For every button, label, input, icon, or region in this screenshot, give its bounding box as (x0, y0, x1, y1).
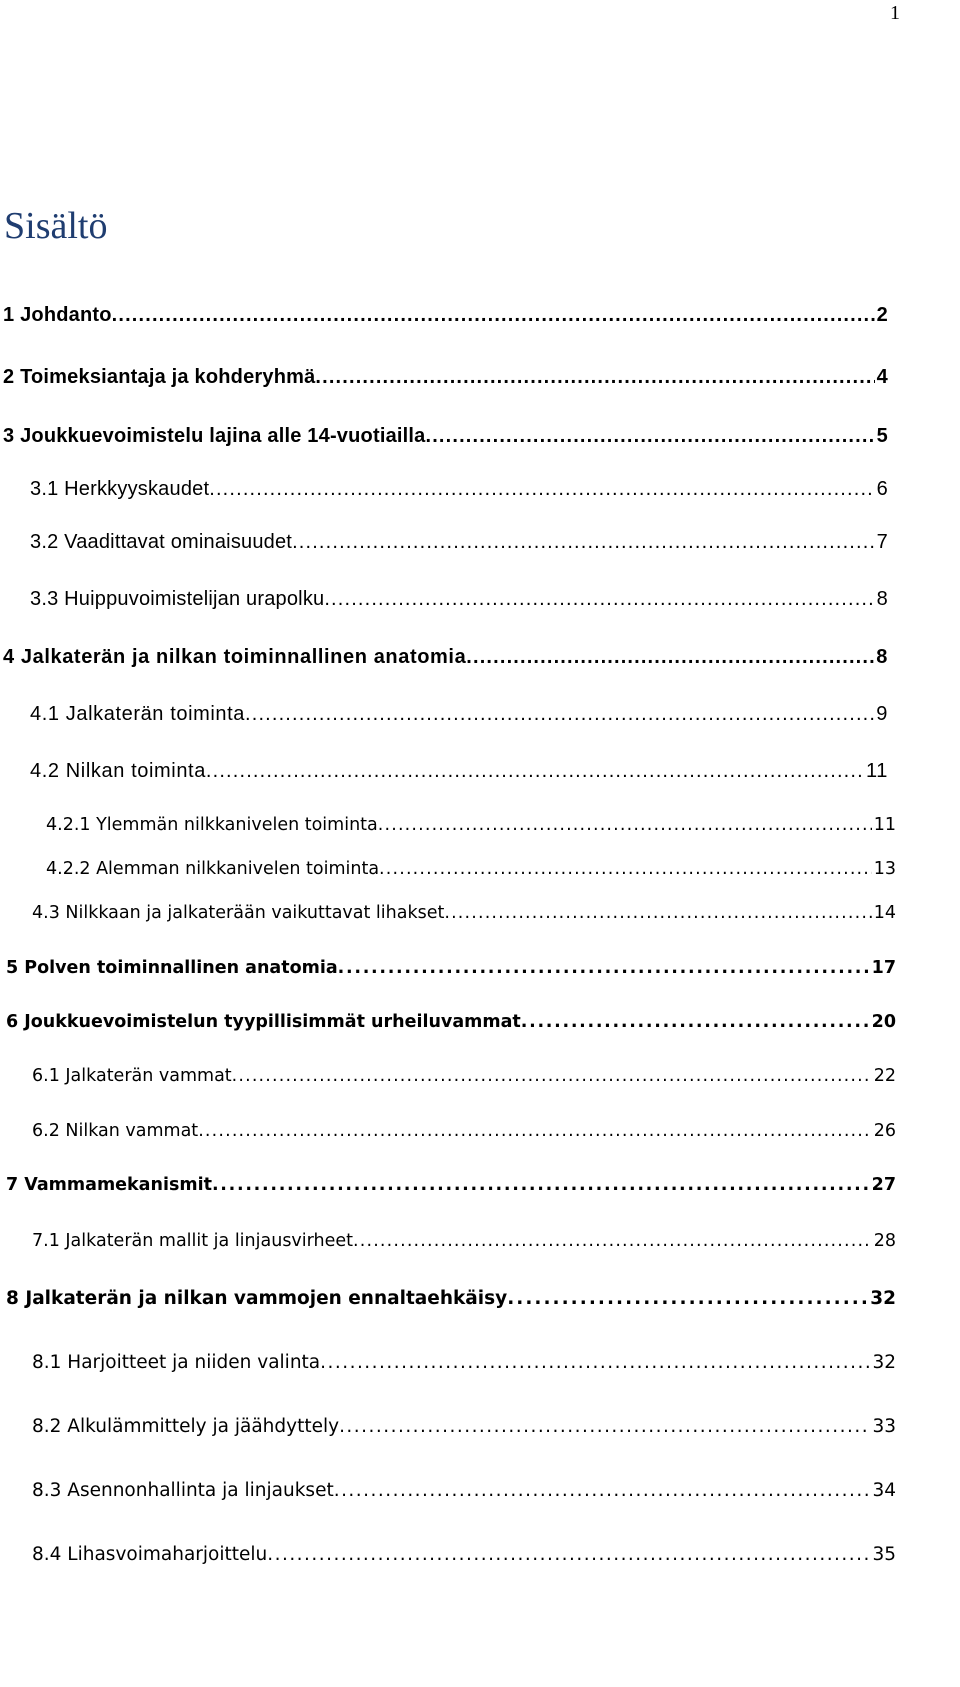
toc-entry[interactable] (0, 1544, 896, 1574)
dot-leader (379, 859, 872, 879)
toc-entry[interactable] (0, 1352, 896, 1382)
toc-entry[interactable] (0, 1175, 896, 1205)
toc-entry-page: 32 (872, 1352, 896, 1373)
toc-entry-page: 27 (871, 1175, 896, 1195)
dot-leader (353, 1231, 872, 1251)
toc-entry-label: 6.2 Nilkan vammat (32, 1121, 199, 1141)
toc-entry-page: 35 (872, 1544, 896, 1565)
dot-leader (521, 1012, 870, 1032)
dot-leader (209, 478, 874, 501)
toc-entry-page: 7 (876, 531, 888, 553)
toc-entry-page: 5 (876, 425, 888, 447)
dot-leader (292, 531, 875, 554)
toc-entry-label: 3.3 Huippuvoimistelijan urapolku (30, 588, 325, 610)
toc-entry[interactable] (0, 815, 896, 845)
toc-entry-label: 4.2.2 Alemman nilkkanivelen toiminta (46, 859, 380, 879)
toc-entry-page: 13 (873, 859, 896, 879)
toc-entry-page: 2 (876, 304, 888, 326)
toc-entry[interactable] (0, 304, 888, 334)
toc-entry-label: 6.1 Jalkaterän vammat (32, 1066, 232, 1086)
toc-entry[interactable] (0, 425, 888, 455)
toc-entry[interactable] (0, 1121, 896, 1151)
toc-entry[interactable] (0, 859, 896, 889)
toc-entry-page: 34 (872, 1480, 896, 1501)
dot-leader (507, 1288, 868, 1309)
dot-leader (320, 1352, 870, 1373)
toc-entry-label: 7 Vammamekanismit (6, 1175, 212, 1195)
dot-leader (324, 588, 874, 611)
toc-entry-label: 2 Toimeksiantaja ja kohderyhmä (3, 366, 316, 388)
dot-leader (338, 958, 870, 978)
toc-entry-page: 8 (876, 588, 888, 610)
toc-entry[interactable] (0, 1012, 896, 1042)
toc-entry-page: 4 (876, 366, 888, 388)
toc-entry[interactable] (0, 1416, 896, 1446)
toc-entry-label: 3 Joukkuevoimistelu lajina alle 14-vuotiailla (3, 425, 426, 447)
dot-leader (339, 1416, 870, 1437)
toc-entry-page: 20 (871, 1012, 896, 1032)
dot-leader (466, 646, 874, 669)
dot-leader (245, 703, 874, 726)
toc-entry-label: 8.3 Asennonhallinta ja linjaukset (32, 1480, 334, 1501)
toc-entry[interactable] (0, 903, 896, 933)
toc-entry[interactable] (0, 1231, 896, 1261)
toc-entry-label: 7.1 Jalkaterän mallit ja linjausvirheet (32, 1231, 354, 1251)
toc-entry-page: 11 (873, 815, 896, 835)
toc-entry-label: 4.2.1 Ylemmän nilkkanivelen toiminta (46, 815, 378, 835)
toc-entry[interactable] (0, 1066, 896, 1096)
dot-leader (112, 304, 875, 327)
toc-entry-label: 8.2 Alkulämmittely ja jäähdyttely (32, 1416, 340, 1437)
toc-entry-page: 6 (876, 478, 888, 500)
toc-entry-page: 11 (866, 760, 888, 782)
toc-entry[interactable] (0, 646, 888, 676)
page-number: 1 (890, 2, 900, 24)
toc-entry[interactable] (0, 1480, 896, 1510)
toc-entry-page: 9 (876, 703, 888, 725)
toc-entry-label: 8.4 Lihasvoimaharjoittelu (32, 1544, 268, 1565)
toc-entry-label: 8.1 Harjoitteet ja niiden valinta (32, 1352, 321, 1373)
toc-entry[interactable] (0, 531, 888, 561)
toc-entry[interactable] (0, 760, 888, 790)
dot-leader (334, 1480, 871, 1501)
toc-entry-label: 1 Johdanto (3, 304, 112, 326)
dot-leader (198, 1121, 872, 1141)
dot-leader (315, 366, 874, 389)
toc-entry-label: 5 Polven toiminnallinen anatomia (6, 958, 338, 978)
toc-entry-label: 4.2 Nilkan toiminta (30, 760, 206, 782)
toc-entry-label: 4.1 Jalkaterän toiminta (30, 703, 246, 725)
dot-leader (232, 1066, 872, 1086)
dot-leader (206, 760, 864, 783)
dot-leader (212, 1175, 870, 1195)
toc-entry-page: 26 (873, 1121, 896, 1141)
dot-leader (426, 425, 875, 448)
toc-entry-label: 4.3 Nilkkaan ja jalkaterään vaikuttavat lihakset (32, 903, 445, 923)
toc-entry[interactable] (0, 1288, 896, 1318)
toc-entry-page: 8 (876, 646, 888, 668)
toc-entry[interactable] (0, 366, 888, 396)
toc-entry-label: 6 Joukkuevoimistelun tyypillisimmät urheiluvammat (6, 1012, 521, 1032)
toc-entry-page: 17 (871, 958, 896, 978)
toc-entry[interactable] (0, 478, 888, 508)
toc-title: Sisältö (4, 205, 108, 247)
toc-entry[interactable] (0, 588, 888, 618)
toc-entry[interactable] (0, 703, 888, 733)
toc-entry-label: 3.1 Herkkyyskaudet (30, 478, 210, 500)
toc-entry[interactable] (0, 958, 896, 988)
toc-entry-label: 3.2 Vaadittavat ominaisuudet (30, 531, 293, 553)
toc-entry-page: 14 (873, 903, 896, 923)
dot-leader (267, 1544, 870, 1565)
toc-entry-label: 4 Jalkaterän ja nilkan toiminnallinen anatomia (3, 646, 467, 668)
toc-entry-page: 28 (873, 1231, 896, 1251)
toc-entry-label: 8 Jalkaterän ja nilkan vammojen ennaltaehkäisy (6, 1288, 508, 1309)
dot-leader (378, 815, 872, 835)
toc-entry-page: 33 (872, 1416, 896, 1437)
toc-entry-page: 32 (870, 1288, 896, 1309)
dot-leader (444, 903, 871, 923)
toc-entry-page: 22 (873, 1066, 896, 1086)
